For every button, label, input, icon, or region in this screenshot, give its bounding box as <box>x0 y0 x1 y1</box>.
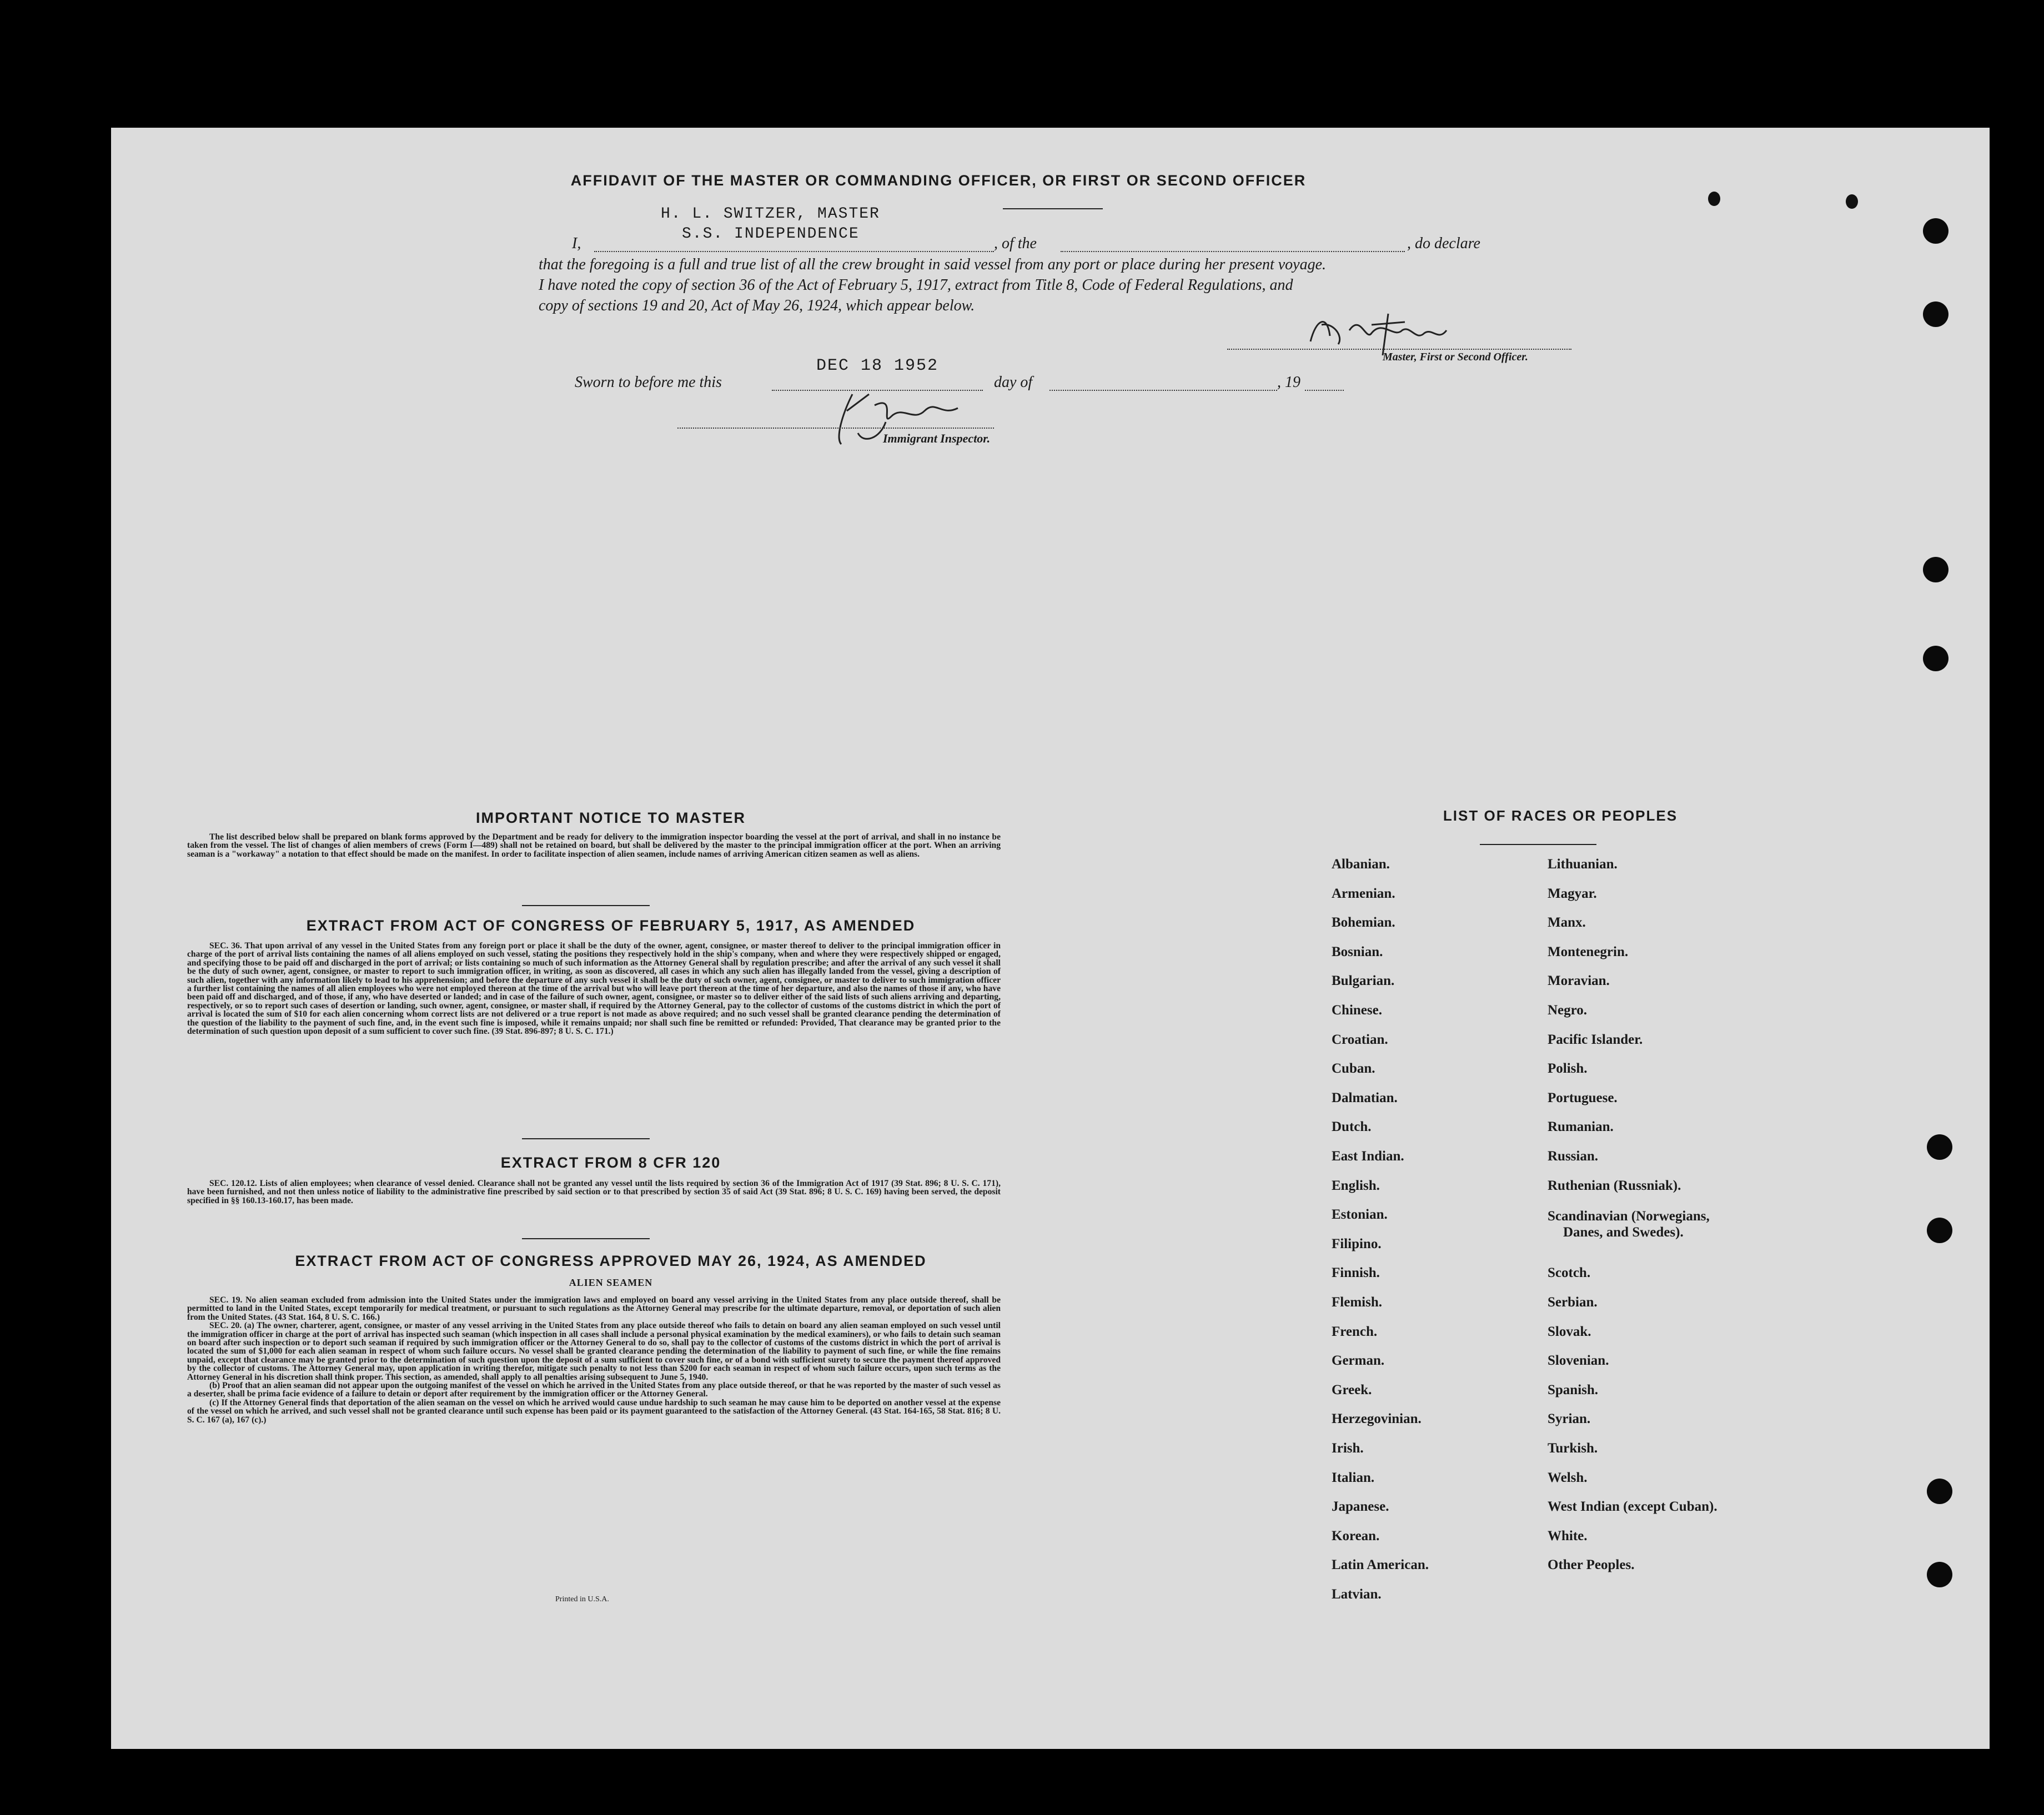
extract-1924-title: EXTRACT FROM ACT OF CONGRESS APPROVED MAY 26, 1924, AS AMENDED <box>295 1253 927 1269</box>
document-page <box>111 128 1990 1749</box>
races-left-column <box>1332 857 1531 1601</box>
race-item: Pacific Islander. <box>1548 1032 1643 1047</box>
notice-body <box>187 833 1001 858</box>
master-signature <box>1305 303 1472 358</box>
race-item: Slovenian. <box>1548 1353 1609 1369</box>
race-item: Manx. <box>1548 915 1586 931</box>
master-signature-line <box>1227 349 1571 350</box>
notice-paragraph: The list described below shall be prepared on blank forms approved by the Department and be ready for delivery to the immigration inspector boarding the vessel at the port of arrival, and shall in no instance be taken from the vessel. The list of changes of alien members of crews (Form I—489) shall not be retained on board, but shall be delivered by the master to the principal immigration officer at the port. When an arriving seaman is a "workaway" a notation to that effect should be made on the manifest. In order to facilitate inspection of alien seamen, include names of arriving American citizen seamen as well as aliens. <box>187 832 1001 859</box>
binder-hole <box>1927 1562 1952 1587</box>
race-item: French. <box>1332 1324 1378 1339</box>
race-item: Croatian. <box>1332 1032 1388 1047</box>
race-item: East Indian. <box>1332 1149 1404 1164</box>
ink-spot <box>1846 194 1858 209</box>
race-item: Chinese. <box>1332 1003 1382 1018</box>
race-item: Irish. <box>1332 1441 1364 1456</box>
alien-seamen-subtitle: ALIEN SEAMEN <box>569 1277 653 1288</box>
notice-title: IMPORTANT NOTICE TO MASTER <box>476 810 746 826</box>
sworn-label: Sworn to before me this <box>575 374 722 391</box>
binder-hole <box>1923 557 1948 582</box>
section-120-paragraph: SEC. 120.12. Lists of alien employees; when clearance of vessel denied. Clearance shall not be granted any vessel until the lists required by section 36 of the Immigration Act of 1917 (39 Stat. 896; 8 U. S. C. 171), have been furnished, and not then unless notice of liability to the administrative fine prescribed by said section or to that prescribed by section 35 of said Act (39 Stat. 896; 8 U. S. C. 169) having been served, the deposit specified in §§ 160.13-160.17, has been made. <box>187 1179 1001 1205</box>
divider <box>1480 844 1596 845</box>
race-item: Polish. <box>1548 1061 1588 1077</box>
month-blank <box>1049 390 1277 391</box>
vessel-blank <box>1061 251 1405 252</box>
declaration-i: I, <box>572 235 581 252</box>
race-item: Greek. <box>1332 1382 1372 1397</box>
race-item: Turkish. <box>1548 1441 1598 1456</box>
race-item: Dalmatian. <box>1332 1090 1398 1105</box>
race-item: German. <box>1332 1353 1385 1369</box>
race-item: Spanish. <box>1548 1382 1599 1397</box>
race-item: Albanian. <box>1332 857 1390 872</box>
race-item: Ruthenian (Russniak). <box>1548 1178 1681 1193</box>
declaration-line-4: copy of sections 19 and 20, Act of May 26, 1924, which appear below. <box>539 297 975 314</box>
master-label: Master, First or Second Officer. <box>1383 351 1528 363</box>
races-right-column <box>1548 857 1825 1578</box>
name-blank <box>594 251 994 252</box>
race-item: Filipino. <box>1332 1236 1382 1251</box>
race-item: Dutch. <box>1332 1119 1372 1135</box>
binder-hole <box>1923 218 1948 244</box>
declaration-of-the: , of the <box>994 235 1037 252</box>
race-item: Cuban. <box>1332 1061 1375 1077</box>
declaration-line-2: that the foregoing is a full and true list of all the crew brought in said vessel from any port or place during her present voyage. <box>539 256 1327 273</box>
races-title: LIST OF RACES OR PEOPLES <box>1443 807 1678 824</box>
race-item: Lithuanian. <box>1548 857 1618 872</box>
race-item: Montenegrin. <box>1548 944 1629 959</box>
section-20b-paragraph: (b) Proof that an alien seaman did not appear upon the outgoing manifest of the vessel on which he arrived in the United States from any place outside thereof, or that he was reported by the master of such vessel as a deserter, shall be prima facie evidence of a failure to detain or deport after requirement by the immigration officer or the Attorney General. <box>187 1381 1001 1399</box>
typed-vessel-name: S.S. INDEPENDENCE <box>682 225 860 243</box>
extract-cfr-body <box>187 1179 1001 1205</box>
race-item: Syrian. <box>1548 1411 1591 1427</box>
ink-spot <box>1708 192 1720 206</box>
extract-cfr-title: EXTRACT FROM 8 CFR 120 <box>500 1154 721 1171</box>
section-20c-paragraph: (c) If the Attorney General finds that deportation of the alien seaman on the vessel on which he arrived would cause undue hardship to such seaman he may cause him to be deported on another vessel at the expense of the vessel on which he arrived, and such vessel shall not be granted clearance until such expense has been paid or its payment guaranteed to the satisfaction of the Attorney General. (43 Stat. 164-165, 58 Stat. 816; 8 U. S. C. 167 (a), 167 (c).) <box>187 1397 1001 1425</box>
race-item: Flemish. <box>1332 1295 1382 1310</box>
date-stamp: DEC 18 1952 <box>816 356 939 375</box>
divider <box>522 1138 650 1139</box>
divider <box>522 1238 650 1239</box>
race-item: Finnish. <box>1332 1265 1380 1281</box>
race-item: English. <box>1332 1178 1380 1193</box>
race-item: Slovak. <box>1548 1324 1591 1339</box>
race-item: Scandinavian (Norwegians, <box>1548 1208 1710 1224</box>
binder-hole <box>1927 1134 1952 1160</box>
race-item: Other Peoples. <box>1548 1557 1635 1573</box>
section-19-paragraph: SEC. 19. No alien seaman excluded from admission into the United States under the immigration laws and employed on board any vessel arriving in the United States from any place outside thereof, shall be permitted to land in the United States, except temporarily for medical treatment, or pursuant to such regulations as the Attorney General may prescribe for the ultimate departure, removal, or deportation of such alien from the United States. (43 Stat. 164, 8 U. S. C. 166.) <box>187 1295 1001 1322</box>
extract-1917-title: EXTRACT FROM ACT OF CONGRESS OF FEBRUARY 5, 1917, AS AMENDED <box>306 917 916 934</box>
race-item: Moravian. <box>1548 973 1610 989</box>
race-item: Danes, and Swedes). <box>1563 1224 1684 1240</box>
binder-hole <box>1923 646 1948 671</box>
declaration-do-declare: , do declare <box>1407 235 1480 252</box>
year-label: , 19 <box>1277 374 1300 391</box>
race-item: West Indian (except Cuban). <box>1548 1499 1717 1515</box>
race-item: Negro. <box>1548 1003 1588 1018</box>
declaration-line-3: I have noted the copy of section 36 of the Act of February 5, 1917, extract from Title 8, Code of Federal Regulations, and <box>539 276 1293 294</box>
typed-master-name: H. L. SWITZER, MASTER <box>661 205 880 223</box>
year-blank <box>1305 390 1344 391</box>
race-item: Armenian. <box>1332 886 1395 901</box>
binder-hole <box>1923 301 1948 327</box>
affidavit-title: AFFIDAVIT OF THE MASTER OR COMMANDING OFFICER, OR FIRST OR SECOND OFFICER <box>570 172 1307 189</box>
race-item: Japanese. <box>1332 1499 1389 1515</box>
inspector-label: Immigrant Inspector. <box>883 431 991 445</box>
race-item: Herzegovinian. <box>1332 1411 1422 1427</box>
race-item: Russian. <box>1548 1149 1599 1164</box>
race-item: Italian. <box>1332 1470 1375 1485</box>
race-item: Latvian. <box>1332 1587 1382 1602</box>
race-item: Bulgarian. <box>1332 973 1395 989</box>
race-item: Portuguese. <box>1548 1090 1618 1105</box>
section-36-paragraph: SEC. 36. That upon arrival of any vessel in the United States from any foreign port or place it shall be the duty of the owner, agent, consignee, or master thereof to deliver to the principal immigration officer in charge of the port of arrival lists containing the names of all aliens employed on such vessel, stating the positions they respectively hold in the ship's company, when and where they were respectively shipped or engaged, and specifying those to be paid off and discharged in the port of arrival; or lists containing so much of such information as the Attorney General shall by regulation prescribe; and after the arrival of any such vessel it shall be the duty of such owner, agent, consignee, or master to report to such immigration officer, in writing, as soon as discovered, all cases in which any such alien has illegally landed from the vessel, giving a description of such alien, together with any information likely to lead to his apprehension; and before the departure of any such vessel it shall be the duty of such owner, agent, consignee, or master to deliver to such immigration officer a further list containing the names of all alien employees who were not employed thereon at the time of the arrival but who will leave port thereon at the time of her departure, and also the names of those if any, who have been paid off and discharged, and of those, if any, who have deserted or landed; and in case of the failure of such owner, agent, consignee, or master so to deliver either of the said lists of such aliens arriving and departing, respectively, or so to report such cases of desertion or landing, such owner, agent, consignee, or master shall, if required by the Attorney General, pay to the collector of customs of the customs district in which the port of arrival is located the sum of $10 for each alien concerning whom correct lists are not delivered or a true report is not made as above required; and no such vessel shall be granted clearance pending the determination of the question of the liability to the payment of such fine, and, in the event such fine is imposed, while it remains unpaid; nor shall such fine be remitted or refunded: Provided, That clearance may be granted prior to the determination of such question upon deposit of a sum sufficient to cover such fine. (39 Stat. 896-897; 8 U. S. C. 171.) <box>187 941 1001 1037</box>
inspector-signature-line <box>677 428 994 429</box>
printed-in-usa: Printed in U.S.A. <box>555 1595 609 1603</box>
day-of-label: day of <box>994 374 1033 391</box>
binder-hole <box>1927 1479 1952 1504</box>
race-item: Korean. <box>1332 1528 1380 1543</box>
race-item: Estonian. <box>1332 1207 1388 1223</box>
divider <box>522 905 650 906</box>
race-item: White. <box>1548 1528 1588 1543</box>
race-item: Serbian. <box>1548 1295 1598 1310</box>
race-item: Magyar. <box>1548 886 1597 901</box>
race-item: Bosnian. <box>1332 944 1383 959</box>
race-item: Scotch. <box>1548 1265 1591 1281</box>
race-item: Welsh. <box>1548 1470 1588 1485</box>
race-item: Latin American. <box>1332 1557 1429 1573</box>
divider <box>1003 208 1103 209</box>
binder-hole <box>1927 1218 1952 1243</box>
extract-1917-body <box>187 942 1001 1035</box>
race-item: Rumanian. <box>1548 1119 1614 1135</box>
section-20a-paragraph: SEC. 20. (a) The owner, charterer, agent, consignee, or master of any vessel arriving in the United States from any place outside thereof who fails to detain on board any alien seaman employed on such vessel until the immigration officer in charge at the port of arrival has inspected such seaman (which inspection in all cases shall include a personal physical examination by the medical examiners), or who fails to detain such seaman on board after such inspection or to deport such seaman if required by such immigration officer or the Attorney General to do so, shall pay to the collector of customs of the customs district in which the port of arrival is located the sum of $1,000 for each alien seaman in respect of whom such failure occurs. No vessel shall be granted clearance pending the determination of the liability to payment of such fine, or while the fine remains unpaid, except that clearance may be granted prior to the determination of such question upon the deposit of a sum sufficient to cover such fine, or of a bond with sufficient surety to secure the payment thereof approved by the collector of customs. The Attorney General may, upon application in writing therefor, mitigate such penalty to not less than $200 for each seaman in respect of whom such failure occurs, upon such terms as the Attorney General in his discretion shall think proper. This section, as amended, shall apply to all penalties arising subsequent to June 5, 1940. <box>187 1321 1001 1382</box>
race-item: Bohemian. <box>1332 915 1395 931</box>
extract-1924-body <box>187 1296 1001 1424</box>
